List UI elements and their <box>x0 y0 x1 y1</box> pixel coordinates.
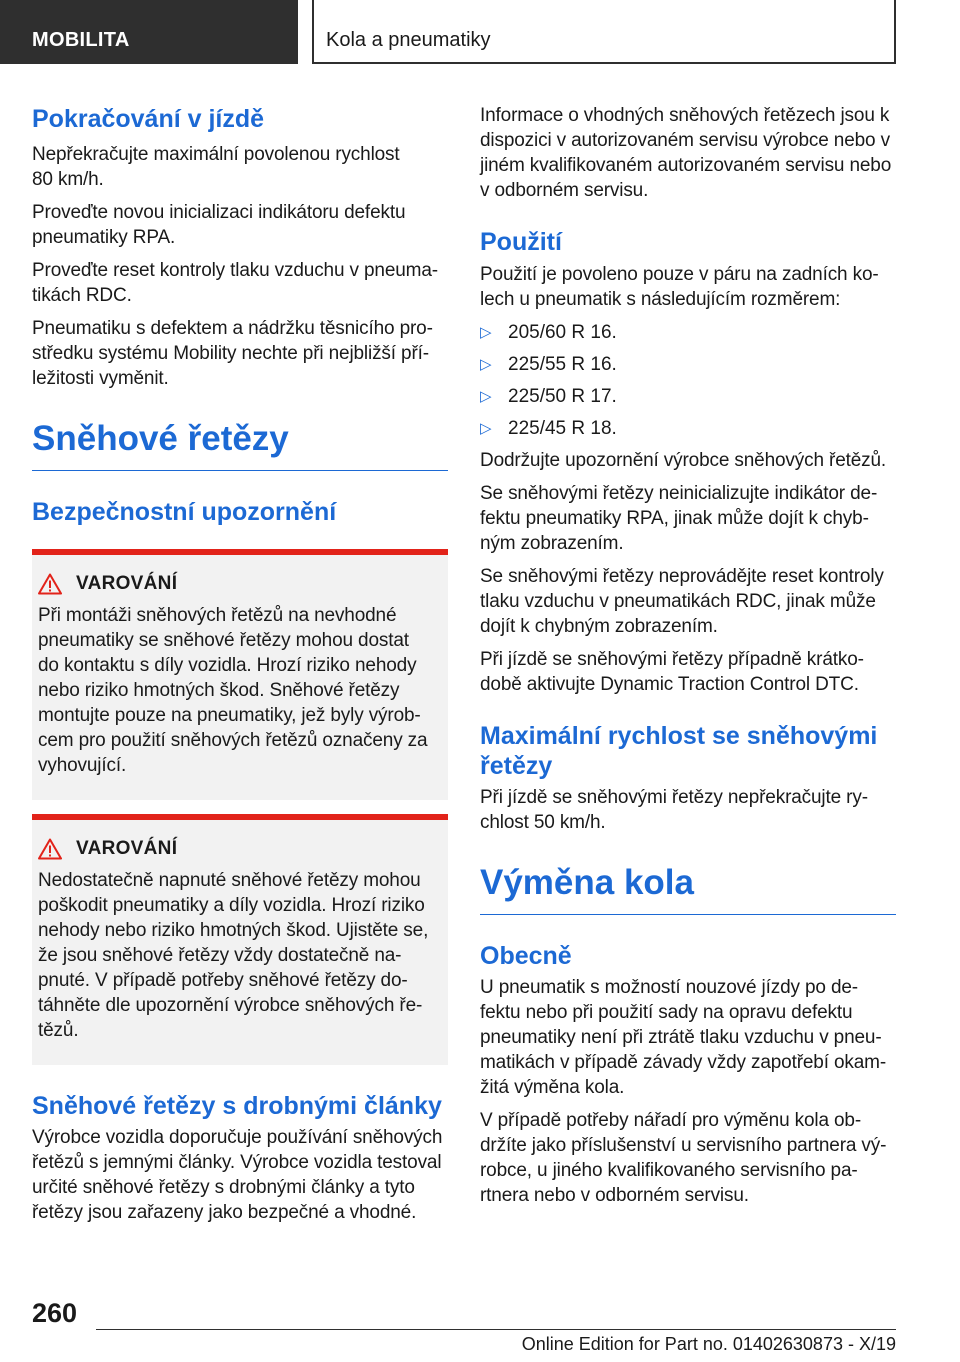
heading-rule <box>480 914 896 915</box>
list-item: ▷ 225/55 R 16. <box>480 354 617 375</box>
warning-triangle-icon <box>38 838 62 860</box>
chapter-tab <box>312 0 896 64</box>
list-item: ▷ 205/60 R 16. <box>480 322 617 343</box>
paragraph: V případě potřeby nářadí pro výměnu kola ob‐držíte jako příslušenství u servisního partnera vý‐robce, u jiného kvalifikovaného servisního pa‐rtnera nebo v odborném servisu. <box>480 1110 887 1206</box>
heading-fine-link-chains: Sněhové řetězy s drobnými články <box>32 1092 442 1120</box>
edition-note: Online Edition for Part no. 01402630873 - X/19 <box>521 1334 896 1354</box>
paragraph: Informace o vhodných sněhových řetězech jsou k dispozici v autorizovaném servisu výrobce nebo v jiném kvalifikovaném autorizovaném servisu nebo v odborném servisu. <box>480 105 892 201</box>
triangle-right-icon: ▷ <box>480 324 492 341</box>
warning-box <box>32 814 448 1065</box>
triangle-right-icon: ▷ <box>480 388 492 405</box>
heading-continue-driving: Pokračování v jízdě <box>32 105 265 133</box>
triangle-right-icon: ▷ <box>480 356 492 373</box>
paragraph: U pneumatik s možností nouzové jízdy po de‐fektu nebo při použití sady na opravu defektu pneumatiky není při ztrátě tlaku vzduchu v pneu‐matikách v případě závady vždy zapotřebí okam‐žitá výměna kola. <box>480 977 887 1098</box>
paragraph: Se sněhovými řetězy neinicializujte indikátor de‐fektu pneumatiky RPA, jinak může dojít k chyb‐ným zobrazením. <box>480 483 878 554</box>
left-column <box>32 96 448 1225</box>
list-item: ▷ 225/50 R 17. <box>480 386 617 407</box>
heading-max-speed-chains: Maximální rychlost se sněhovými řetězy <box>480 722 878 780</box>
triangle-right-icon: ▷ <box>480 420 492 437</box>
heading-safety-notes: Bezpečnostní upozornění <box>32 498 337 526</box>
paragraph: Proveďte reset kontroly tlaku vzduchu v pneuma‐tikách RDC. <box>32 260 438 306</box>
heading-usage: Použití <box>480 228 562 256</box>
chapter-label: Kola a pneumatiky <box>326 29 491 51</box>
warning-title: VAROVÁNÍ <box>76 838 178 859</box>
paragraph: Dodržujte upozornění výrobce sněhových řetězů. <box>480 450 887 471</box>
paragraph: Použití je povoleno pouze v páru na zadních ko‐lech u pneumatik s následujícím rozměrem: <box>480 264 879 310</box>
heading-general: Obecně <box>480 942 572 970</box>
warning-title: VAROVÁNÍ <box>76 573 178 594</box>
section-label: MOBILITA <box>32 29 130 51</box>
warning-header <box>38 838 442 860</box>
page-header <box>0 0 960 66</box>
paragraph: Se sněhovými řetězy neprovádějte reset kontroly tlaku vzduchu v pneumatikách RDC, jinak může dojít k chybným zobrazením. <box>480 566 884 637</box>
list-item: ▷ 225/45 R 18. <box>480 418 617 439</box>
paragraph: Při jízdě se sněhovými řetězy případně krátko‐době aktivujte Dynamic Traction Control DTC. <box>480 649 864 695</box>
paragraph: Pneumatiku s defektem a nádržku těsnicího pro‐středku systému Mobility nechte při nejbližší pří‐ležitosti vyměnit. <box>32 318 433 389</box>
heading-wheel-change: Výměna kola <box>480 863 694 902</box>
warning-text: Při montáži sněhových řetězů na nevhodné pneumatiky se sněhové řetězy mohou dostat do kontaktu s díly vozidla. Hrozí riziko nehody nebo riziko hmotných škod. Sněhové řetězy montujte pouze na pneumatiky, jež byly výrob‐cem pro použití sněhových řetězů označeny za vyhovující. <box>38 605 428 776</box>
footer-rule <box>96 1329 896 1330</box>
warning-header <box>38 573 442 595</box>
paragraph: Výrobce vozidla doporučuje používání sněhových řetězů s jemnými články. Výrobce vozidla testoval určité sněhové řetězy s drobnými články a tyto řetězy jsou zařazeny jako bezpečné a vhodné. <box>32 1127 443 1223</box>
section-tab <box>0 0 298 64</box>
tire-size-list <box>480 320 896 441</box>
paragraph: Nepřekračujte maximální povolenou rychlost 80 km/h. <box>32 144 400 190</box>
paragraph: Proveďte novou inicializaci indikátoru defektu pneumatiky RPA. <box>32 202 406 248</box>
right-column <box>480 96 896 1208</box>
warning-triangle-icon <box>38 573 62 595</box>
warning-text: Nedostatečně napnuté sněhové řetězy mohou poškodit pneumatiky a díly vozidla. Hrozí riziko nehody nebo riziko hmotných škod. Ujistěte se, že jsou sněhové řetězy vždy dostatečně na‐pnuté. V případě potřeby sněhové řetězy do‐táhněte dle upozornění výrobce sněhových ře‐tězů. <box>38 870 429 1041</box>
paragraph: Při jízdě se sněhovými řetězy nepřekračujte ry‐chlost 50 km/h. <box>480 787 868 833</box>
heading-rule <box>32 470 448 471</box>
heading-snow-chains: Sněhové řetězy <box>32 419 289 458</box>
page-number: 260 <box>32 1298 78 1328</box>
warning-box <box>32 549 448 800</box>
